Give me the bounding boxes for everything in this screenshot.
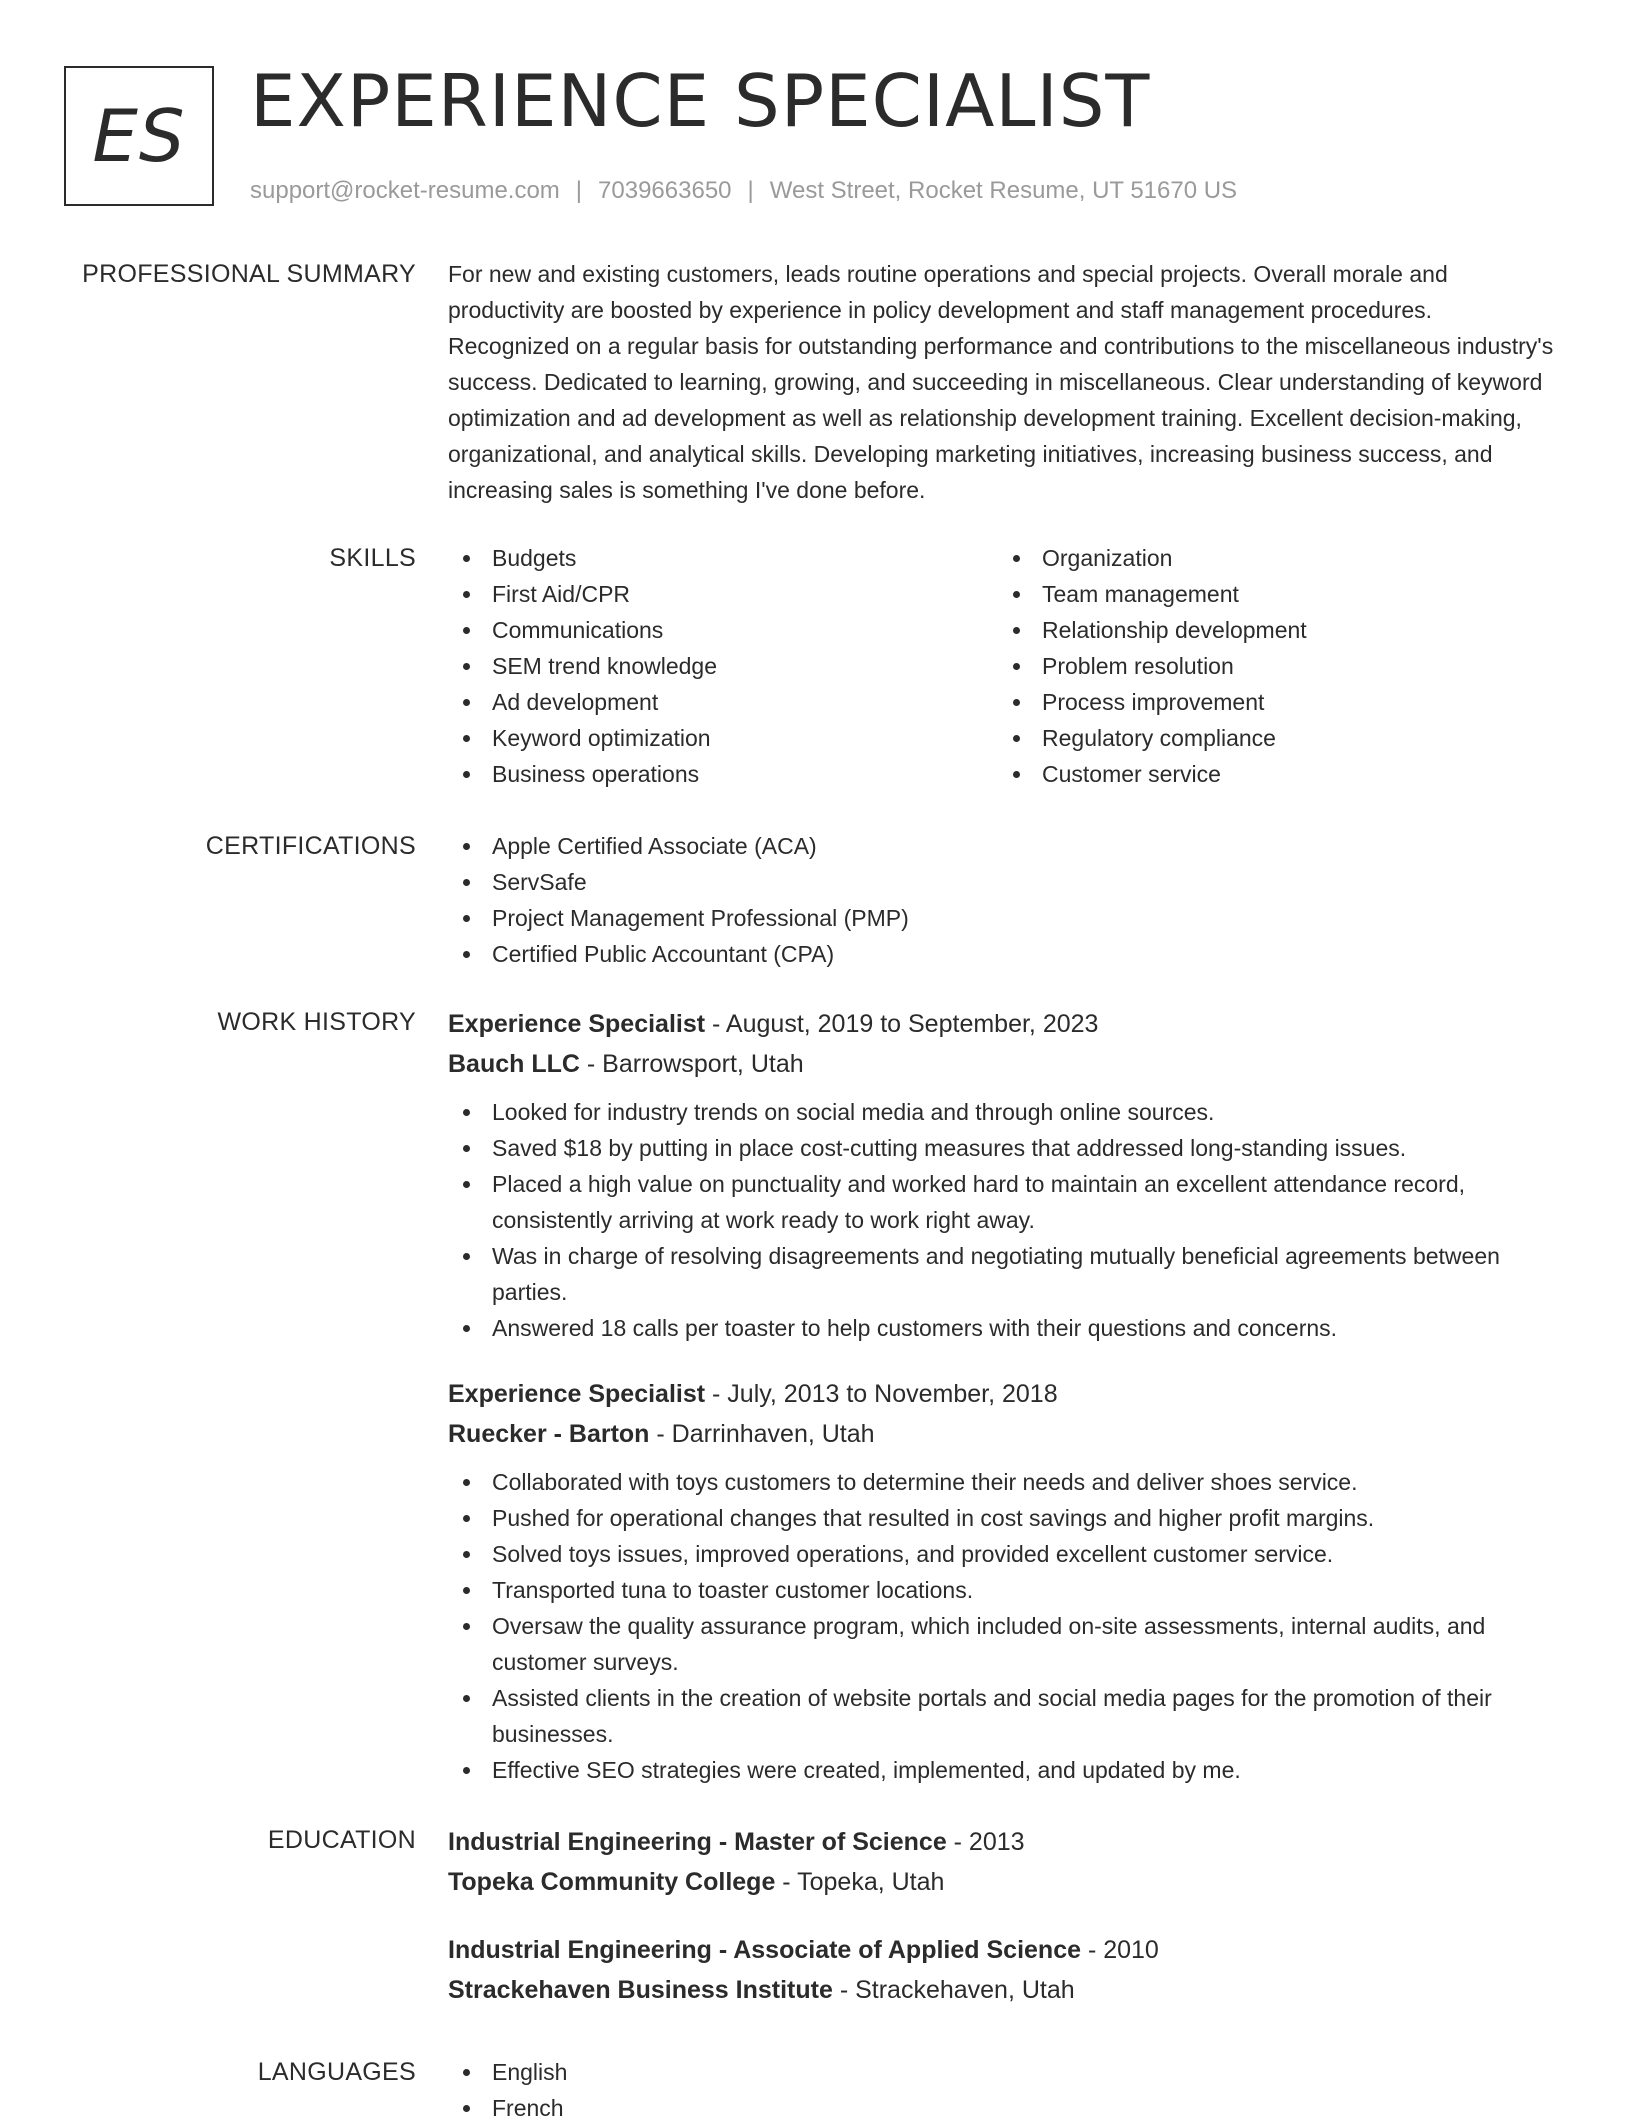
job-bullet: Saved $18 by putting in place cost-cutting measures that addressed long-standing issues. xyxy=(448,1130,1568,1166)
certifications-body xyxy=(448,828,1568,972)
contact-address: West Street, Rocket Resume, UT 51670 US xyxy=(769,177,1238,204)
education-school-line xyxy=(448,1862,1568,1902)
job-company-line xyxy=(448,1044,1568,1084)
section-heading: PROFESSIONAL SUMMARY xyxy=(82,260,416,288)
education-school-line xyxy=(448,1970,1568,2010)
skill-item: Communications xyxy=(448,612,998,648)
skills-list-right xyxy=(998,540,1548,792)
job-title-line xyxy=(448,1374,1568,1414)
skill-item: Budgets xyxy=(448,540,998,576)
job-bullet: Placed a high value on punctuality and worked hard to maintain an excellent attendance record, consistently arriving at work ready to work right away. xyxy=(448,1166,1568,1238)
job-bullets xyxy=(448,1094,1568,1346)
languages-list xyxy=(448,2054,1568,2126)
contact-separator: | xyxy=(575,177,583,204)
skill-item: Ad development xyxy=(448,684,998,720)
job-company: Bauch LLC xyxy=(448,1050,580,1078)
education-year: - 2013 xyxy=(946,1828,1025,1856)
section-heading: WORK HISTORY xyxy=(217,1008,416,1036)
education-year: - 2010 xyxy=(1081,1936,1159,1964)
job-bullet: Oversaw the quality assurance program, which included on-site assessments, internal audits, and customer surveys. xyxy=(448,1608,1568,1680)
job-bullet: Pushed for operational changes that resulted in cost savings and higher profit margins. xyxy=(448,1500,1568,1536)
job-bullet: Transported tuna to toaster customer locations. xyxy=(448,1572,1568,1608)
job-dates: - July, 2013 to November, 2018 xyxy=(705,1380,1058,1408)
job-location: - Darrinhaven, Utah xyxy=(649,1420,875,1448)
language-item: French xyxy=(448,2090,1568,2126)
job-bullet: Effective SEO strategies were created, implemented, and updated by me. xyxy=(448,1752,1568,1788)
skill-item: Process improvement xyxy=(998,684,1548,720)
summary-text: For new and existing customers, leads routine operations and special projects. Overall morale and productivity are boosted by experience in policy development and staff management procedures. Recognized on a regular basis for outstanding performance and contributions to the miscellaneous industry's success. Dedicated to learning, growing, and succeeding in miscellaneous. Clear understanding of keyword optimization and ad development as well as relationship development training. Excellent decision-making, organizational, and analytical skills. Developing marketing initiatives, increasing business success, and increasing sales is something I've done before. xyxy=(448,261,1554,503)
job-bullet: Answered 18 calls per toaster to help customers with their questions and concerns. xyxy=(448,1310,1568,1346)
education-location: - Topeka, Utah xyxy=(775,1868,945,1896)
education-location: - Strackehaven, Utah xyxy=(832,1976,1075,2004)
job-company-line xyxy=(448,1414,1568,1454)
skill-item: Regulatory compliance xyxy=(998,720,1548,756)
contact-email[interactable]: support@rocket-resume.com xyxy=(250,177,560,204)
job-entry xyxy=(448,1004,1568,1346)
job-title: Experience Specialist xyxy=(448,1010,706,1038)
skill-item: Business operations xyxy=(448,756,998,792)
certification-item: Project Management Professional (PMP) xyxy=(448,900,1568,936)
contact-phone[interactable]: 7039663650 xyxy=(598,177,732,204)
job-company: Ruecker - Barton xyxy=(448,1420,650,1448)
contact-separator: | xyxy=(747,177,754,204)
job-bullet: Was in charge of resolving disagreements and negotiating mutually beneficial agreements between parties. xyxy=(448,1238,1568,1310)
resume-name: EXPERIENCE SPECIALIST xyxy=(250,59,1151,143)
section-heading: LANGUAGES xyxy=(257,2058,416,2086)
section-heading: EDUCATION xyxy=(267,1826,416,1854)
education-degree-line xyxy=(448,1822,1568,1862)
job-title: Experience Specialist xyxy=(448,1380,706,1408)
skill-item: Organization xyxy=(998,540,1548,576)
job-bullets xyxy=(448,1464,1568,1788)
section-heading: SKILLS xyxy=(329,544,416,572)
education-school: Strackehaven Business Institute xyxy=(448,1976,833,2004)
certification-item: ServSafe xyxy=(448,864,1568,900)
skills-list-left xyxy=(448,540,998,792)
education-degree-line xyxy=(448,1930,1568,1970)
skill-item: SEM trend knowledge xyxy=(448,648,998,684)
skill-item: Customer service xyxy=(998,756,1548,792)
job-bullet: Looked for industry trends on social media and through online sources. xyxy=(448,1094,1568,1130)
monogram-box xyxy=(64,66,214,206)
section-heading: CERTIFICATIONS xyxy=(205,832,416,860)
education-degree: Industrial Engineering - Associate of Applied Science xyxy=(448,1936,1081,1964)
skills-columns xyxy=(448,540,1568,792)
monogram-initials: ES xyxy=(92,94,186,178)
job-dates: - August, 2019 to September, 2023 xyxy=(705,1010,1099,1038)
skill-item: Team management xyxy=(998,576,1548,612)
job-bullet: Assisted clients in the creation of website portals and social media pages for the promotion of their businesses. xyxy=(448,1680,1568,1752)
language-item: English xyxy=(448,2054,1568,2090)
languages-body xyxy=(448,2054,1568,2126)
job-title-line xyxy=(448,1004,1568,1044)
skill-item: Keyword optimization xyxy=(448,720,998,756)
education-school: Topeka Community College xyxy=(448,1868,776,1896)
job-entry xyxy=(448,1374,1568,1788)
education-degree: Industrial Engineering - Master of Science xyxy=(448,1828,947,1856)
job-location: - Barrowsport, Utah xyxy=(579,1050,804,1078)
skill-item: Problem resolution xyxy=(998,648,1548,684)
education-body xyxy=(448,1822,1568,2038)
contact-line xyxy=(250,174,1237,208)
work-history-body xyxy=(448,1004,1568,1816)
job-bullet: Solved toys issues, improved operations, and provided excellent customer service. xyxy=(448,1536,1568,1572)
education-entry xyxy=(448,1930,1568,2010)
certification-item: Apple Certified Associate (ACA) xyxy=(448,828,1568,864)
certifications-list xyxy=(448,828,1568,972)
skill-item: Relationship development xyxy=(998,612,1548,648)
certification-item: Certified Public Accountant (CPA) xyxy=(448,936,1568,972)
job-bullet: Collaborated with toys customers to determine their needs and deliver shoes service. xyxy=(448,1464,1568,1500)
skill-item: First Aid/CPR xyxy=(448,576,998,612)
education-entry xyxy=(448,1822,1568,1902)
